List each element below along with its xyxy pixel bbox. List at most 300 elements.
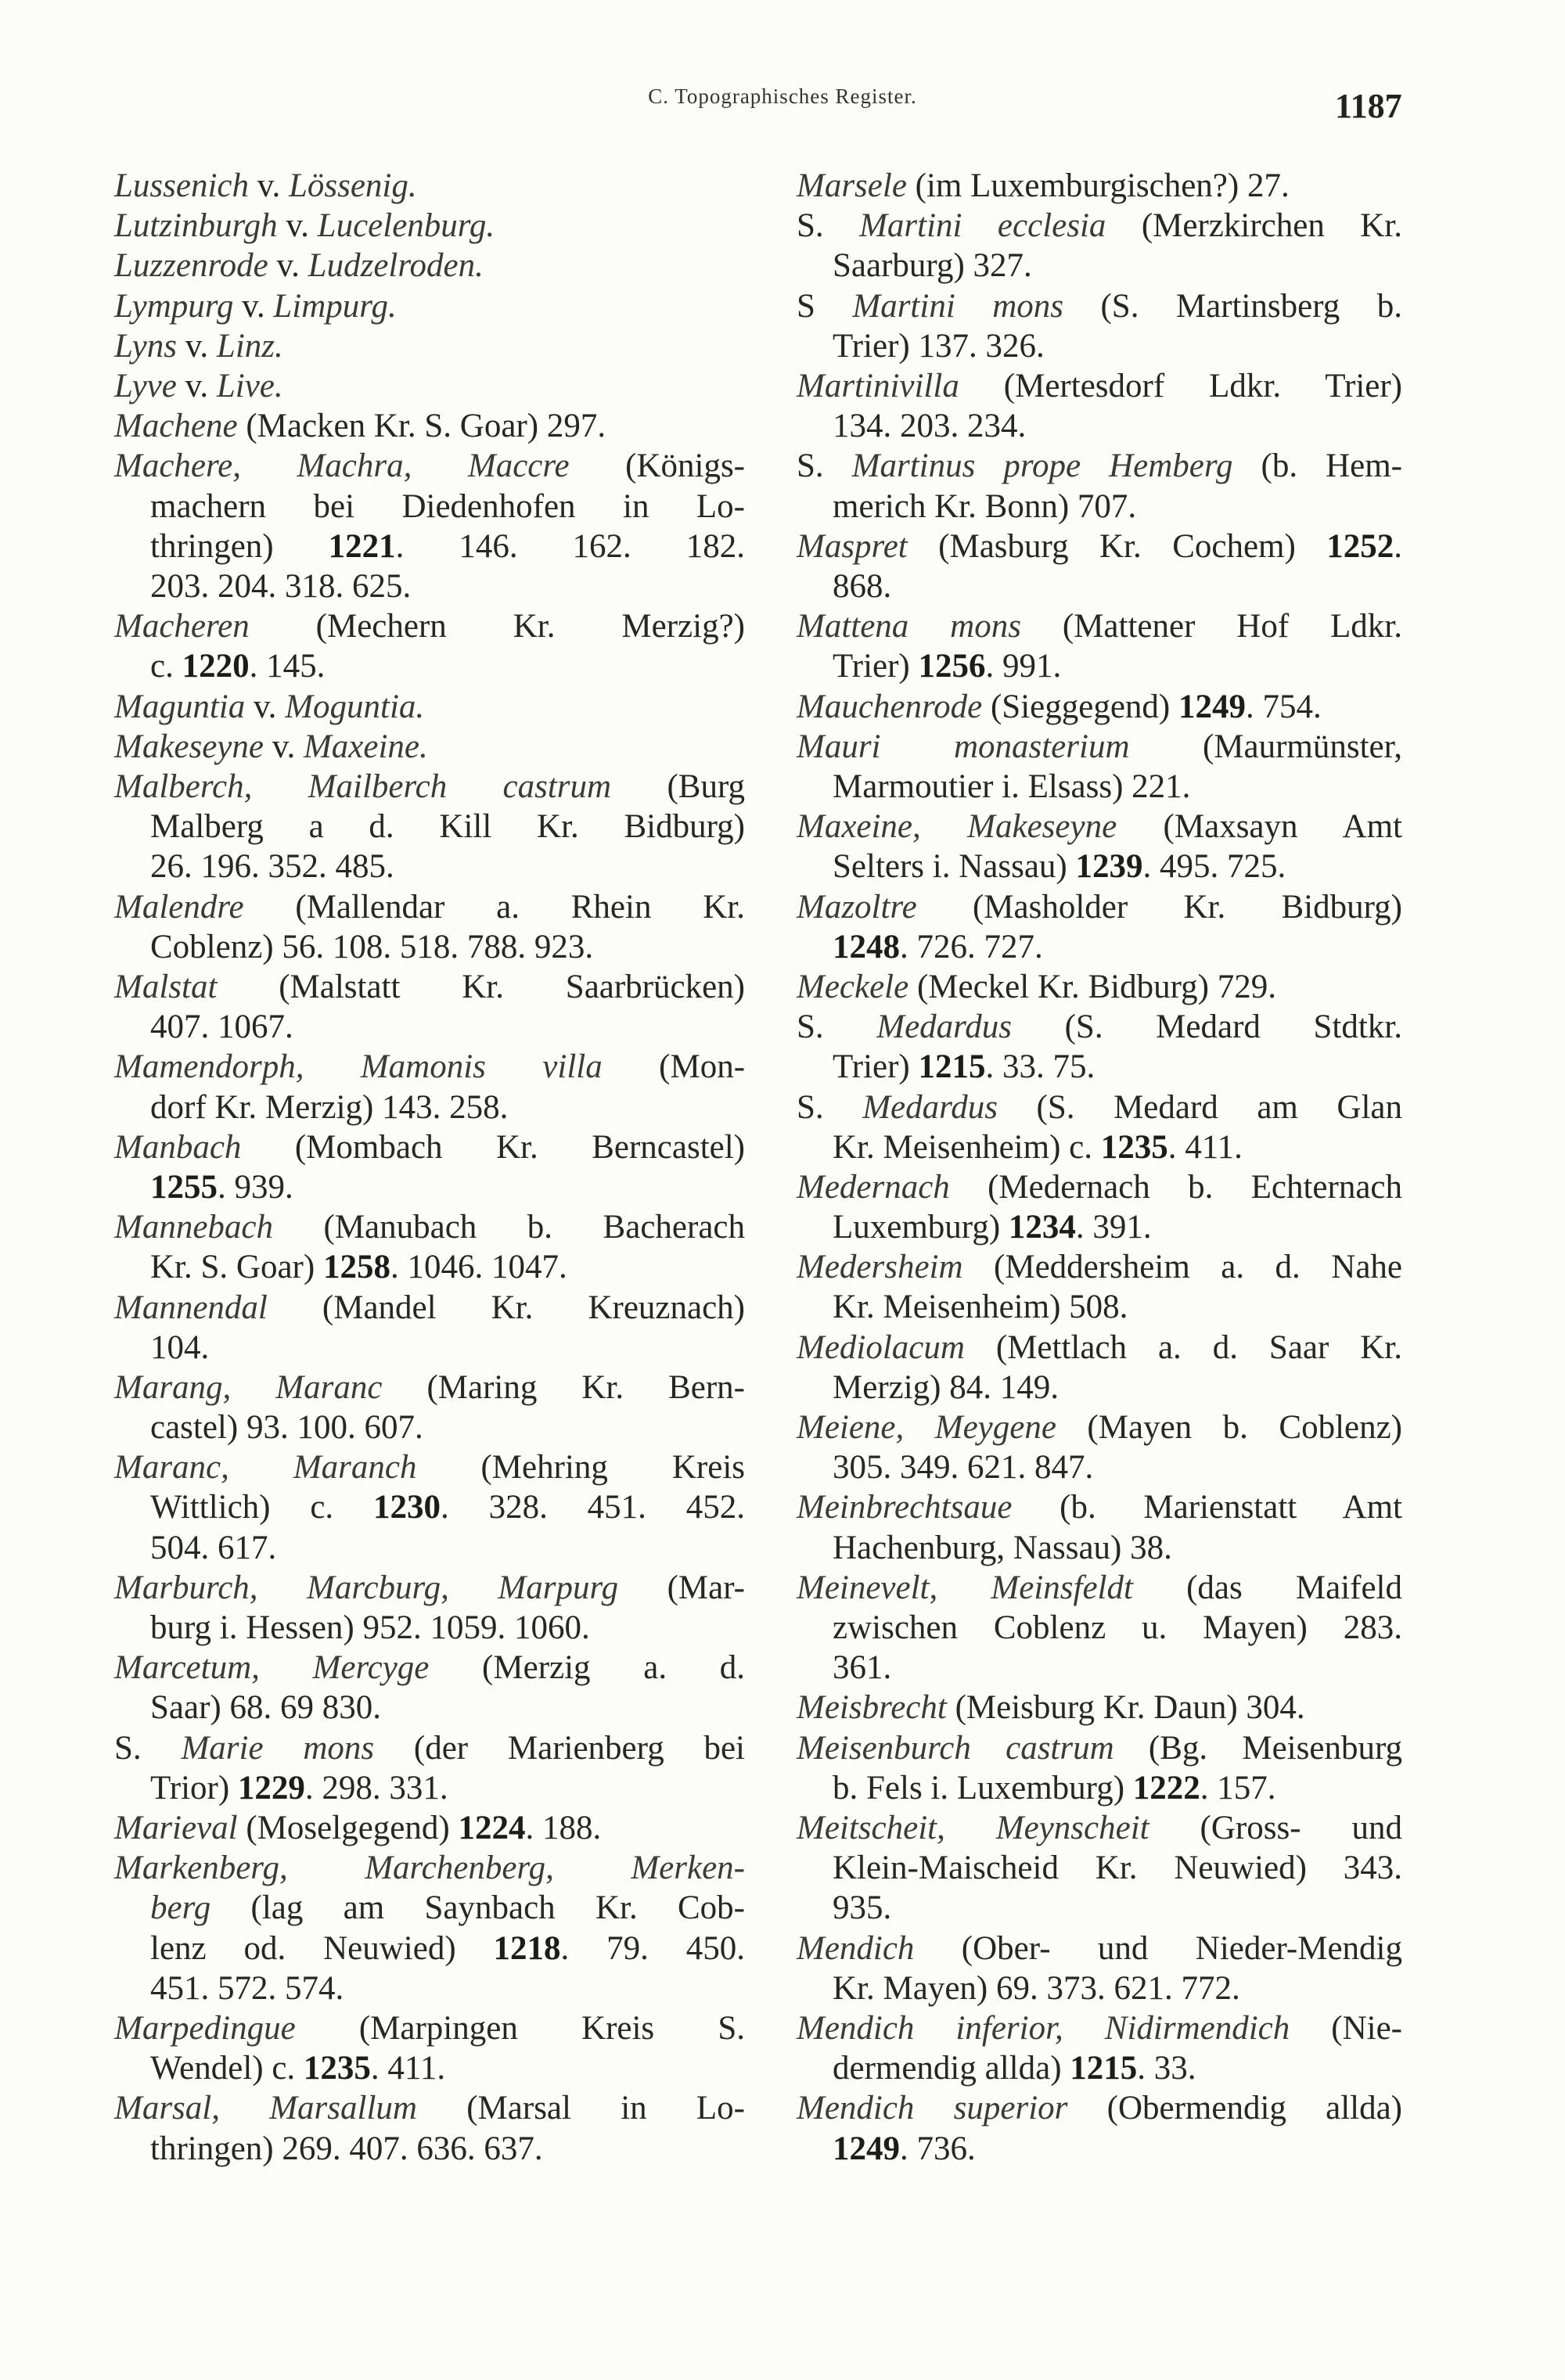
entry-continuation-line xyxy=(797,1287,1402,1327)
entry-first-line xyxy=(797,2088,1402,2128)
headword-text: Martinus prope Hemberg xyxy=(851,448,1233,485)
headword-text: Medardus xyxy=(876,1008,1013,1046)
headword-text: Medersheim xyxy=(797,1249,963,1286)
headword-text: Martini mons xyxy=(852,287,1064,325)
year-number: 1248 xyxy=(833,928,900,965)
entry-text: (Nie- xyxy=(1290,2010,1402,2047)
entry-text: S. xyxy=(797,1008,877,1046)
entry-text: c. xyxy=(150,648,182,685)
headword-text: Maspret xyxy=(797,527,908,565)
entry-first-line xyxy=(797,1328,1402,1368)
entry-first-line xyxy=(114,1848,745,1888)
headword-text: Lyns xyxy=(114,327,177,365)
entry-continuation-line xyxy=(114,2129,745,2169)
year-number: 1230 xyxy=(373,1489,441,1526)
entry-text: (Mon- xyxy=(602,1048,746,1086)
entry-text: S. xyxy=(797,1088,863,1126)
entry-text: Hachenburg, Nassau) 38. xyxy=(833,1529,1172,1566)
headword-text: Maxeine. xyxy=(303,728,428,765)
headword-text: Maranc, Maranch xyxy=(114,1449,417,1487)
entry-continuation-line xyxy=(797,2048,1402,2088)
entry-text: S xyxy=(797,287,853,325)
entry-text: S. xyxy=(114,1729,182,1767)
entry-text: 134. 203. 234. xyxy=(833,408,1027,445)
index-entry xyxy=(114,206,745,246)
headword-text: Luzzenrode xyxy=(114,247,268,285)
index-entry xyxy=(797,687,1402,727)
entry-continuation-line xyxy=(797,1368,1402,1408)
entry-text: (S. Medard am Glan xyxy=(998,1088,1403,1126)
headword-text: Malstat xyxy=(114,968,218,1005)
index-entry xyxy=(797,1247,1402,1327)
index-entry xyxy=(114,366,745,406)
entry-first-line xyxy=(114,606,745,646)
headword-text: Maguntia xyxy=(114,688,246,725)
entry-first-line xyxy=(797,967,1402,1007)
entry-text: . 411. xyxy=(1167,1128,1243,1166)
entry-text: (Meddersheim a. d. Nahe xyxy=(962,1249,1402,1286)
entry-text: v. xyxy=(277,207,318,245)
entry-text: (im Luxemburgischen?) 27. xyxy=(906,167,1290,204)
page-number: 1187 xyxy=(1335,87,1402,125)
entry-continuation-line xyxy=(114,847,745,886)
entry-text: (Merzkirchen Kr. xyxy=(1106,207,1402,245)
entry-continuation-line xyxy=(114,1768,745,1808)
entry-text: Trier) xyxy=(833,1048,919,1086)
entry-text: v. xyxy=(176,368,217,405)
entry-first-line xyxy=(114,1808,745,1848)
headword-text: Maxeine, Makeseyne xyxy=(797,808,1117,846)
entry-continuation-line xyxy=(797,2129,1402,2169)
entry-first-line xyxy=(797,606,1402,646)
entry-first-line xyxy=(114,1568,745,1608)
year-number: 1220 xyxy=(182,648,250,685)
headword-text: Live. xyxy=(216,368,283,405)
entry-text: 361. xyxy=(833,1649,892,1687)
entry-text: 451. 572. 574. xyxy=(150,1969,344,2007)
index-entry xyxy=(114,286,745,326)
entry-text: . 328. 451. 452. xyxy=(441,1489,746,1526)
entry-first-line xyxy=(797,887,1402,927)
index-entry xyxy=(114,166,745,206)
index-entry xyxy=(797,2088,1402,2168)
entry-text: Wendel) c. xyxy=(150,2050,304,2087)
entry-text: . 726. 727. xyxy=(900,928,1043,965)
entry-first-line xyxy=(114,446,745,486)
headword-text: Macheren xyxy=(114,608,250,645)
headword-text: Mazoltre xyxy=(797,888,917,926)
entry-first-line xyxy=(114,1447,745,1487)
entry-continuation-line xyxy=(797,927,1402,967)
entry-text: (lag am Saynbach Kr. Cob- xyxy=(210,1889,745,1927)
year-number: 1222 xyxy=(1132,1769,1200,1807)
entry-continuation-line xyxy=(114,1007,745,1047)
index-entry xyxy=(797,1728,1402,1808)
entry-first-line xyxy=(797,166,1402,206)
entry-text: (Mettlach a. d. Saar Kr. xyxy=(964,1328,1402,1366)
entry-text: Kr. Meisenheim) 508. xyxy=(833,1289,1128,1326)
year-number: 1252 xyxy=(1326,527,1394,565)
entry-text: dorf Kr. Merzig) 143. 258. xyxy=(150,1088,509,1126)
headword-text: Mendich xyxy=(797,1929,915,1967)
entry-continuation-line xyxy=(797,246,1402,286)
entry-first-line xyxy=(797,807,1402,847)
entry-text: (b. Marienstatt Amt xyxy=(1012,1489,1402,1526)
entry-text: Merzig) 84. 149. xyxy=(833,1368,1059,1406)
entry-first-line xyxy=(114,2008,745,2048)
index-entry xyxy=(114,246,745,286)
entry-first-line xyxy=(797,1408,1402,1447)
entry-continuation-line xyxy=(797,1968,1402,2008)
year-number: 1249 xyxy=(833,2130,900,2167)
entry-text: . 79. 450. xyxy=(560,1929,745,1967)
year-number: 1249 xyxy=(1178,688,1246,725)
entry-text: (Marpingen Kreis S. xyxy=(295,2010,745,2047)
entry-first-line xyxy=(797,446,1402,486)
year-number: 1218 xyxy=(493,1929,561,1967)
headword-text: Meitscheit, Meynscheit xyxy=(797,1810,1149,1847)
headword-text: Moguntia. xyxy=(285,688,425,725)
entry-text: v. xyxy=(176,327,217,365)
entry-first-line xyxy=(114,1648,745,1688)
entry-text: Kr. S. Goar) xyxy=(150,1249,323,1286)
entry-continuation-line xyxy=(114,1167,745,1207)
headword-text: Martini ecclesia xyxy=(859,207,1106,245)
index-entry xyxy=(114,1728,745,1808)
headword-text: Malberch, Mailberch castrum xyxy=(114,768,612,805)
entry-continuation-line xyxy=(114,566,745,606)
headword-text: Limpurg. xyxy=(273,287,397,325)
entry-text: (das Maifeld xyxy=(1132,1569,1402,1606)
entry-text: (Mallendar a. Rhein Kr. xyxy=(243,888,745,926)
headword-text: Marburch, Marcburg, Marpurg xyxy=(114,1569,619,1606)
entry-text: 305. 349. 621. 847. xyxy=(833,1449,1094,1487)
entry-text: (Mayen b. Coblenz) xyxy=(1056,1409,1403,1447)
entry-first-line xyxy=(797,527,1402,566)
entry-text: v. xyxy=(268,247,308,285)
index-entry xyxy=(114,687,745,727)
entry-text: (Ober- und Nieder-Mendig xyxy=(914,1929,1402,1967)
headword-text: Lympurg xyxy=(114,287,234,325)
headword-text: Mannebach xyxy=(114,1209,273,1246)
running-head: C. Topographisches Register. xyxy=(648,84,917,108)
entry-first-line xyxy=(114,1127,745,1167)
entry-continuation-line xyxy=(114,1247,745,1287)
entry-first-line xyxy=(797,366,1402,406)
entry-text: (Mar- xyxy=(618,1569,745,1606)
headword-text: Marcetum, Mercyge xyxy=(114,1649,430,1687)
headword-text: Mauchenrode xyxy=(797,688,983,725)
entry-text: . 411. xyxy=(370,2050,446,2087)
index-entry xyxy=(114,887,745,967)
entry-text: Trier) 137. 326. xyxy=(833,327,1045,365)
entry-continuation-line xyxy=(797,1768,1402,1808)
index-entry xyxy=(797,1088,1402,1167)
entry-text: v. xyxy=(233,287,274,325)
index-entry xyxy=(797,967,1402,1007)
entry-text: (Königs- xyxy=(569,448,745,485)
headword-text: Mediolacum xyxy=(797,1328,965,1366)
entry-first-line xyxy=(114,967,745,1007)
entry-text: Malberg a d. Kill Kr. Bidburg) xyxy=(150,808,745,846)
entry-continuation-line xyxy=(797,1848,1402,1888)
entry-text: (Mertesdorf Ldkr. Trier) xyxy=(959,367,1402,404)
entry-text: . 145. xyxy=(249,648,326,685)
headword-text: Lussenich xyxy=(114,167,249,204)
year-number: 1224 xyxy=(458,1810,526,1847)
entry-first-line xyxy=(114,206,745,246)
entry-text: . 495. 725. xyxy=(1142,848,1286,886)
index-entry xyxy=(797,606,1402,686)
entry-continuation-line xyxy=(114,1528,745,1568)
entry-text: (Medernach b. Echternach xyxy=(949,1168,1402,1206)
headword-text: Marang, Maranc xyxy=(114,1368,383,1406)
entry-text: (Moselgegend) xyxy=(237,1810,459,1847)
entry-first-line xyxy=(114,767,745,807)
entry-text: . 33. 75. xyxy=(985,1048,1096,1086)
index-entry xyxy=(797,527,1402,606)
entry-continuation-line xyxy=(114,1487,745,1527)
entry-text: . 1046. 1047. xyxy=(390,1249,567,1286)
index-entry xyxy=(797,887,1402,967)
entry-first-line xyxy=(114,1368,745,1408)
entry-continuation-line xyxy=(797,1888,1402,1928)
year-number: 1234 xyxy=(1008,1209,1076,1246)
headword-text: Lucelenburg. xyxy=(317,207,495,245)
entry-text: thringen) xyxy=(150,527,329,565)
entry-text: Trier) xyxy=(833,648,919,685)
entry-first-line xyxy=(114,246,745,286)
headword-text: Mendich inferior, Nidirmendich xyxy=(797,2010,1290,2047)
entry-continuation-line xyxy=(797,1528,1402,1568)
headword-text: Medernach xyxy=(797,1168,950,1206)
entry-text: (Obermendig allda) xyxy=(1067,2090,1403,2127)
entry-first-line xyxy=(797,1167,1402,1207)
headword-text: Marpedingue xyxy=(114,2010,296,2047)
entry-first-line xyxy=(797,2008,1402,2048)
headword-text: Manbach xyxy=(114,1128,242,1166)
year-number: 1235 xyxy=(303,2050,371,2087)
index-entry xyxy=(114,767,745,887)
entry-text: Luxemburg) xyxy=(833,1209,1009,1246)
entry-text: (Mehring Kreis xyxy=(416,1449,746,1487)
headword-text: Mannendal xyxy=(114,1289,268,1326)
entry-text: lenz od. Neuwied) xyxy=(150,1929,494,1967)
year-number: 1239 xyxy=(1075,848,1143,886)
entry-text: Kr. Mayen) 69. 373. 621. 772. xyxy=(833,1969,1240,2007)
entry-continuation-line xyxy=(114,1968,745,2008)
headword-text: Meiene, Meygene xyxy=(797,1409,1056,1447)
index-entry xyxy=(797,1007,1402,1087)
headword-text: Meisenburch castrum xyxy=(797,1729,1114,1767)
entry-text: (Maurmünster, xyxy=(1129,728,1402,765)
entry-text: b. Fels i. Luxemburg) xyxy=(833,1769,1133,1807)
index-entry xyxy=(797,1167,1402,1247)
index-entry xyxy=(114,727,745,767)
entry-first-line xyxy=(114,2088,745,2128)
entry-continuation-line xyxy=(797,1608,1402,1648)
entry-text: 26. 196. 352. 485. xyxy=(150,848,394,886)
headword-text: Machere, Machra, Maccre xyxy=(114,448,570,485)
entry-text: Kr. Meisenheim) c. xyxy=(833,1128,1101,1166)
index-column-right xyxy=(797,166,1402,2169)
entry-text: Trior) xyxy=(150,1769,238,1807)
entry-first-line xyxy=(797,1728,1402,1768)
index-entry xyxy=(114,1848,745,2008)
entry-first-line xyxy=(797,1688,1402,1727)
headword-text: Meinevelt, Meinsfeldt xyxy=(797,1569,1133,1606)
index-entry xyxy=(797,2008,1402,2088)
headword-text: Mauri monasterium xyxy=(797,728,1130,765)
headword-text: Lössenig. xyxy=(288,167,417,204)
year-number: 1221 xyxy=(328,527,396,565)
entry-continuation-line xyxy=(114,1408,745,1447)
entry-continuation-line xyxy=(114,646,745,686)
headword-text: Marieval xyxy=(114,1810,238,1847)
index-entry xyxy=(114,1047,745,1127)
entry-text: dermendig allda) xyxy=(833,2050,1070,2087)
headword-text: Mamendorph, Mamonis villa xyxy=(114,1048,603,1086)
index-entry xyxy=(114,1648,745,1727)
entry-first-line xyxy=(114,166,745,206)
entry-text: (Bg. Meisenburg xyxy=(1113,1729,1402,1767)
entry-continuation-line xyxy=(114,1328,745,1368)
entry-text: (Meckel Kr. Bidburg) 729. xyxy=(908,968,1276,1005)
entry-text: (Masburg Kr. Cochem) xyxy=(907,527,1327,565)
entry-text: . 754. xyxy=(1245,688,1322,725)
entry-text: Klein-Maischeid Kr. Neuwied) 343. xyxy=(833,1850,1402,1887)
entry-text: . 991. xyxy=(985,648,1062,685)
index-entry xyxy=(797,727,1402,807)
entry-first-line xyxy=(114,887,745,927)
index-entry xyxy=(114,326,745,366)
headword-text: Meisbrecht xyxy=(797,1689,947,1727)
entry-text: 935. xyxy=(833,1889,892,1927)
index-entry xyxy=(114,1127,745,1207)
headword-text: Mendich superior xyxy=(797,2090,1068,2127)
index-entry xyxy=(114,1447,745,1568)
index-entry xyxy=(797,1408,1402,1487)
entry-first-line xyxy=(114,1728,745,1768)
headword-text: Lyve xyxy=(114,368,177,405)
headword-text: Marsele xyxy=(797,167,907,204)
headword-text: Martinivilla xyxy=(797,367,959,404)
entry-text: (Mechern Kr. Merzig?) xyxy=(249,608,745,645)
entry-continuation-line xyxy=(797,487,1402,527)
entry-text: . 298. 331. xyxy=(304,1769,448,1807)
headword-text: Machene xyxy=(114,408,238,445)
entry-text: zwischen Coblenz u. Mayen) 283. xyxy=(833,1609,1402,1647)
entry-text: Saarburg) 327. xyxy=(833,247,1032,285)
entry-text: castel) 93. 100. 607. xyxy=(150,1409,423,1447)
entry-text: 407. 1067. xyxy=(150,1008,293,1046)
entry-first-line xyxy=(114,1047,745,1087)
index-entry xyxy=(114,1288,745,1368)
entry-first-line xyxy=(114,1207,745,1247)
headword-text: Mattena mons xyxy=(797,608,1021,645)
index-entry xyxy=(114,2088,745,2168)
entry-text: (Gross- und xyxy=(1149,1810,1402,1847)
entry-continuation-line xyxy=(114,1088,745,1127)
entry-continuation-line xyxy=(797,326,1402,366)
entry-first-line xyxy=(797,1568,1402,1608)
entry-first-line xyxy=(797,1808,1402,1848)
index-entry xyxy=(797,206,1402,286)
entry-text: (Malstatt Kr. Saarbrücken) xyxy=(217,968,745,1005)
index-entry xyxy=(114,967,745,1047)
entry-text: 868. xyxy=(833,567,892,605)
entry-continuation-line xyxy=(114,807,745,847)
entry-text: . 146. 162. 182. xyxy=(395,527,745,565)
headword-text: Makeseyne xyxy=(114,728,264,765)
index-entry xyxy=(114,2008,745,2088)
entry-continuation-line xyxy=(114,2048,745,2088)
entry-text: . 33. xyxy=(1137,2050,1196,2087)
year-number: 1215 xyxy=(1070,2050,1138,2087)
entry-text: v. xyxy=(249,167,289,204)
entry-first-line xyxy=(797,206,1402,246)
entry-text: (Marsal in Lo- xyxy=(416,2090,746,2127)
entry-text: Marmoutier i. Elsass) 221. xyxy=(833,768,1191,805)
index-entry xyxy=(797,1328,1402,1408)
entry-continuation-line xyxy=(114,1888,745,1928)
entry-text: (Sieggegend) xyxy=(982,688,1178,725)
headword-text: Linz. xyxy=(216,327,283,365)
index-entry xyxy=(797,1688,1402,1727)
entry-text: machern bei Diedenhofen in Lo- xyxy=(150,487,745,525)
entry-continuation-line xyxy=(114,487,745,527)
entry-first-line xyxy=(114,1288,745,1328)
entry-continuation-line xyxy=(797,1207,1402,1247)
entry-text: (Mattener Hof Ldkr. xyxy=(1020,608,1403,645)
headword-text: berg xyxy=(150,1889,211,1927)
entry-text: Saar) 68. 69 830. xyxy=(150,1689,381,1727)
entry-continuation-line xyxy=(797,646,1402,686)
entry-first-line xyxy=(797,727,1402,767)
entry-text: Selters i. Nassau) xyxy=(833,848,1076,886)
entry-continuation-line xyxy=(114,1688,745,1727)
entry-text: S. xyxy=(797,448,852,485)
entry-first-line xyxy=(114,286,745,326)
entry-text: (Masholder Kr. Bidburg) xyxy=(916,888,1402,926)
entry-first-line xyxy=(797,1487,1402,1527)
entry-text: Coblenz) 56. 108. 518. 788. 923. xyxy=(150,928,594,965)
entry-continuation-line xyxy=(797,566,1402,606)
entry-text: (Mombach Kr. Berncastel) xyxy=(241,1128,745,1166)
headword-text: Malendre xyxy=(114,888,244,926)
entry-text: (S. Martinsberg b. xyxy=(1063,287,1402,325)
entry-text: Wittlich) c. xyxy=(150,1489,374,1526)
entry-first-line xyxy=(114,326,745,366)
year-number: 1256 xyxy=(918,648,986,685)
entry-continuation-line xyxy=(797,1047,1402,1087)
index-entry xyxy=(114,606,745,686)
entry-continuation-line xyxy=(797,847,1402,886)
index-entry xyxy=(797,1568,1402,1688)
entry-continuation-line xyxy=(114,927,745,967)
entry-text: . 391. xyxy=(1075,1209,1152,1246)
entry-text: S. xyxy=(797,207,860,245)
entry-text: (Mandel Kr. Kreuznach) xyxy=(267,1289,745,1326)
entry-text: (Maring Kr. Bern- xyxy=(382,1368,746,1406)
index-entry xyxy=(797,1929,1402,2008)
year-number: 1235 xyxy=(1100,1128,1168,1166)
headword-text: Marsal, Marsallum xyxy=(114,2090,417,2127)
entry-text: 504. 617. xyxy=(150,1529,277,1566)
entry-continuation-line xyxy=(114,1608,745,1648)
headword-text: Medardus xyxy=(862,1088,998,1126)
entry-continuation-line xyxy=(797,1447,1402,1487)
